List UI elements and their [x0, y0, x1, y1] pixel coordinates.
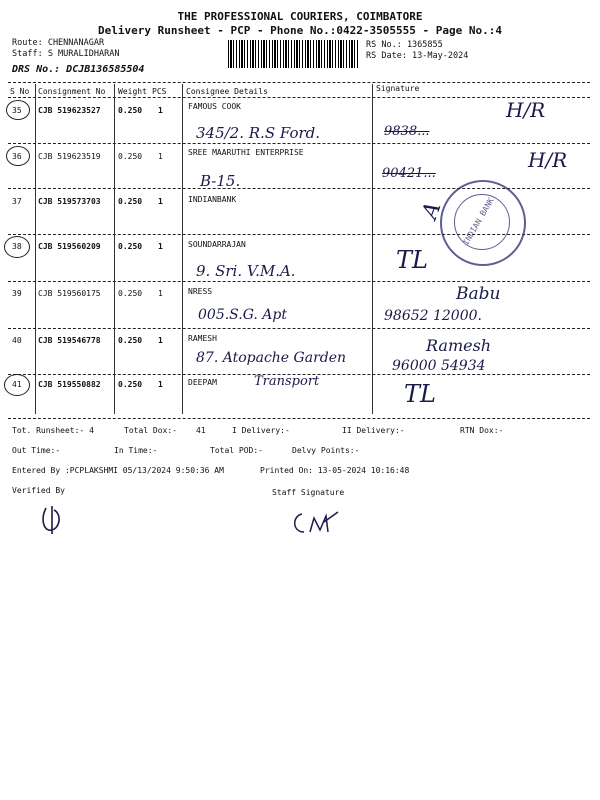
row-sno: 41	[12, 380, 22, 389]
col-divider	[182, 84, 183, 414]
row-sno: 39	[12, 289, 22, 298]
rtn-dox: RTN Dox:-	[460, 426, 504, 435]
row-sno: 36	[12, 152, 22, 161]
table-bottom-rule	[8, 418, 590, 419]
row-pcs: 1	[158, 336, 163, 345]
route-label: Route: CHENNANAGAR	[12, 38, 105, 48]
row-consignment: CJB 519573703	[38, 197, 101, 206]
row-consignee: NRESS	[188, 287, 213, 296]
table-header-rule	[8, 97, 590, 98]
in-time: In Time:-	[114, 446, 158, 455]
col-weight: Weight	[118, 87, 147, 96]
verified-by-label: Verified By	[12, 486, 65, 495]
row-consignment: CJB 519623527	[38, 106, 101, 115]
row-address-handwritten: 005.S.G. Apt	[198, 307, 287, 323]
row-pcs: 1	[158, 152, 163, 161]
ii-delivery: II Delivery:-	[342, 426, 405, 435]
row-sno: 40	[12, 336, 22, 345]
row-consignment: CJB 519560209	[38, 242, 101, 251]
row-consignee: FAMOUS COOK	[188, 102, 241, 111]
table-top-rule	[8, 82, 590, 83]
row-mark-handwritten: H/R	[506, 98, 546, 122]
verified-signature	[38, 500, 78, 540]
rs-date: RS Date: 13-May-2024	[366, 51, 469, 61]
row-rule	[8, 281, 590, 282]
sno-circle	[6, 146, 30, 166]
sno-circle	[6, 100, 30, 120]
sno-circle	[4, 236, 30, 258]
row-consignee: RAMESH	[188, 334, 217, 343]
row-weight: 0.250	[118, 336, 143, 345]
delvy-points: Delvy Points:-	[292, 446, 360, 455]
tot-runsheet: Tot. Runsheet:- 4	[12, 426, 94, 435]
stamp-signature: A	[417, 198, 447, 223]
row-pcs: 1	[158, 242, 163, 251]
row-signature-handwritten: TL	[404, 380, 436, 408]
bank-stamp	[440, 180, 526, 266]
rs-number: RS No.: 1365855	[366, 40, 443, 50]
row-mark-handwritten: Babu	[456, 284, 501, 304]
staff-signature-label: Staff Signature	[272, 488, 345, 497]
row-sno: 37	[12, 197, 22, 206]
staff-signature	[288, 504, 348, 544]
printed-on: Printed On: 13-05-2024 10:16:48	[260, 466, 410, 475]
drs-number: DRS No.: DCJB136585504	[12, 64, 145, 75]
runsheet-subtitle: Delivery Runsheet - PCP - Phone No.:0422-3505555 - Page No.:4	[98, 24, 502, 37]
i-delivery: I Delivery:-	[232, 426, 290, 435]
row-weight: 0.250	[118, 106, 143, 115]
entered-by: Entered By :PCPLAKSHMI 05/13/2024 9:50:36 AM	[12, 466, 224, 475]
barcode	[228, 40, 360, 68]
total-dox-value: 41	[196, 426, 206, 435]
col-sno: S No	[10, 87, 30, 96]
company-title: THE PROFESSIONAL COURIERS, COIMBATORE	[177, 10, 423, 23]
row-address-handwritten: 87. Atopache Garden	[196, 350, 347, 366]
row-weight: 0.250	[118, 380, 143, 389]
row-rule	[8, 328, 590, 329]
row-consignment: CJB 519550882	[38, 380, 101, 389]
row-pcs: 1	[158, 197, 163, 206]
row-signature-handwritten: 96000 54934	[392, 358, 486, 374]
col-divider	[35, 84, 36, 414]
row-consignment: CJB 519560175	[38, 289, 101, 298]
row-signature-handwritten: TL	[396, 246, 428, 274]
row-pcs: 1	[158, 289, 163, 298]
row-consignment: CJB 519546778	[38, 336, 101, 345]
row-mark-handwritten: H/R	[528, 148, 568, 172]
row-consignment: CJB 519623519	[38, 152, 101, 161]
row-address-handwritten: 9. Sri. V.M.A.	[196, 262, 296, 280]
row-weight: 0.250	[118, 152, 143, 161]
row-consignee: SREE MAARUTHI ENTERPRISE	[188, 148, 304, 157]
col-pcs: PCS	[152, 87, 167, 96]
row-sno: 38	[12, 242, 22, 251]
row-rule	[8, 234, 590, 235]
col-divider	[114, 84, 115, 414]
total-pod: Total POD:-	[210, 446, 263, 455]
stamp-text: INDIAN BANK	[461, 196, 496, 247]
col-consignment: Consignment No	[38, 87, 106, 96]
sno-circle	[4, 374, 30, 396]
row-pcs: 1	[158, 106, 163, 115]
row-weight: 0.250	[118, 242, 143, 251]
out-time: Out Time:-	[12, 446, 61, 455]
row-sno: 35	[12, 106, 22, 115]
row-mark-handwritten: Ramesh	[426, 336, 492, 355]
row-signature-handwritten: 90421...	[382, 166, 436, 181]
row-rule	[8, 143, 590, 144]
row-weight: 0.250	[118, 289, 143, 298]
col-divider	[372, 84, 373, 414]
row-address-handwritten: Transport	[254, 374, 320, 389]
row-consignee: DEEPAM	[188, 378, 217, 387]
col-signature: Signature	[376, 84, 420, 93]
staff-label: Staff: S MURALIDHARAN	[12, 49, 120, 59]
row-consignee: SOUNDARRAJAN	[188, 240, 246, 249]
row-consignee: INDIANBANK	[188, 195, 237, 204]
row-signature-handwritten: 98652 12000.	[384, 308, 482, 324]
total-dox-label: Total Dox:-	[124, 426, 177, 435]
row-pcs: 1	[158, 380, 163, 389]
row-weight: 0.250	[118, 197, 143, 206]
col-consignee: Consignee Details	[186, 87, 268, 96]
row-address-handwritten: B-15.	[200, 172, 241, 190]
row-address-handwritten: 345/2. R.S Ford.	[196, 124, 321, 142]
row-signature-handwritten: 9838...	[384, 124, 430, 139]
